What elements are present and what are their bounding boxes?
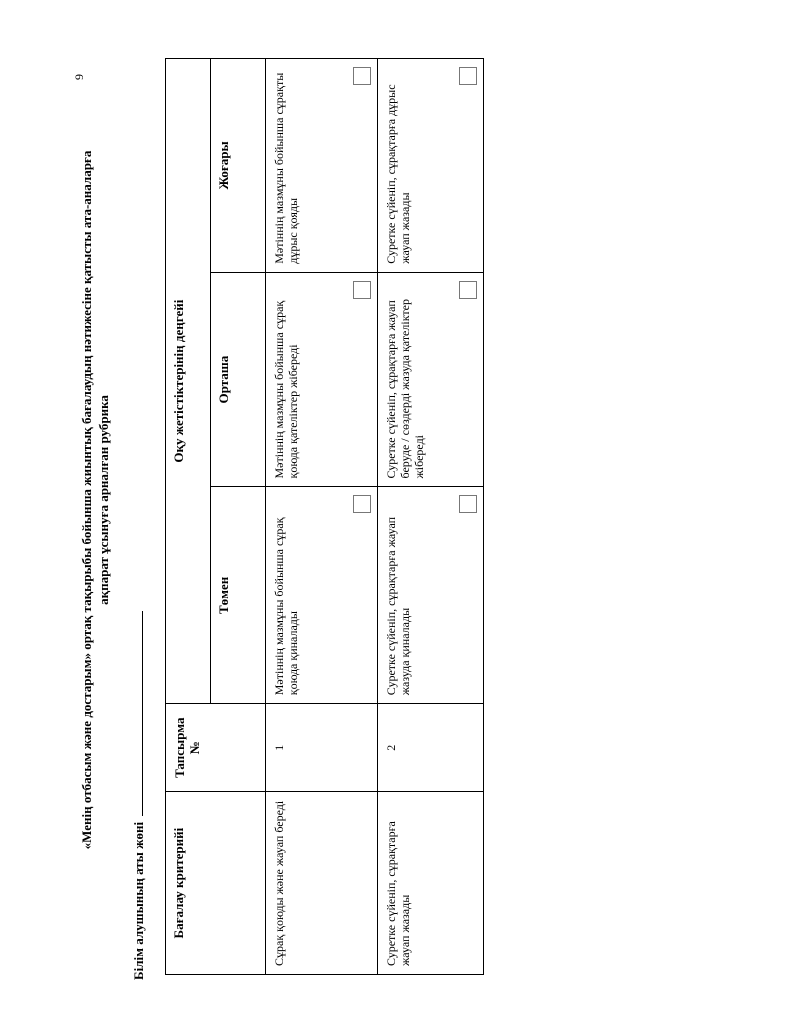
medium-level-cell <box>266 272 378 487</box>
student-name-field[interactable] <box>130 611 143 816</box>
header-row-1 <box>166 59 211 975</box>
header-task-label: Тапсырма <box>172 717 187 778</box>
title-line-1: «Менің отбасым және достарым» ортақ тақырыбы бойынша жиынтық бағалаудың нәтижесіне қатысты ата-аналарға <box>79 150 94 850</box>
medium-level-checkbox[interactable] <box>353 281 371 299</box>
header-task-symbol: № <box>187 741 202 755</box>
medium-level-checkbox[interactable] <box>459 281 477 299</box>
criterion-cell: Суретке сүйеніп, сұрақтарға жауап жазады <box>378 792 484 975</box>
header-task-number <box>166 704 266 792</box>
title-line-2: ақпарат ұсынуға арналған рубрика <box>96 395 111 605</box>
header-levels: Оқу жетістіктерінің деңгейі <box>166 59 211 704</box>
high-level-checkbox[interactable] <box>459 67 477 85</box>
header-high: Жоғары <box>211 59 266 273</box>
student-name-label: Білім алушының аты жөні <box>131 821 146 980</box>
high-level-cell <box>266 59 378 273</box>
table-row <box>378 59 484 975</box>
medium-level-cell <box>378 272 484 487</box>
criterion-cell: Сұрақ қоюды және жауап береді <box>266 792 378 975</box>
low-level-checkbox[interactable] <box>353 496 371 514</box>
page-title <box>78 25 112 975</box>
low-level-checkbox[interactable] <box>459 496 477 514</box>
high-level-cell <box>378 59 484 273</box>
low-level-cell <box>378 487 484 704</box>
high-level-text: Суретке сүйеніп, сұрақтарға дұрыс жауап жазады <box>384 84 412 264</box>
student-name-row <box>130 611 147 980</box>
rubric-table <box>165 58 484 975</box>
high-level-text: Мәтіннің мазмұны бойынша сұрақты дұрыс қояды <box>272 72 300 264</box>
header-low: Төмен <box>211 487 266 704</box>
low-level-text: Мәтіннің мазмұны бойынша сұрақ қоюда қиналады <box>272 517 300 696</box>
header-criteria: Бағалау критерийі <box>166 792 266 975</box>
low-level-text: Суретке сүйеніп, сұрақтарға жауап жазуда қиналады <box>384 516 412 696</box>
header-medium: Орташа <box>211 272 266 487</box>
page-number: 9 <box>72 74 86 80</box>
table-row <box>266 59 378 975</box>
low-level-cell <box>266 487 378 704</box>
medium-level-text: Суретке сүйеніп, сұрақтарға жауап беруде / сөздерді жазуда қателіктер жібереді <box>384 299 426 479</box>
task-number-cell: 2 <box>378 704 484 792</box>
medium-level-text: Мәтіннің мазмұны бойынша сұрақ қоюда қателіктер жібереді <box>272 300 300 479</box>
high-level-checkbox[interactable] <box>353 67 371 85</box>
task-number-cell: 1 <box>266 704 378 792</box>
